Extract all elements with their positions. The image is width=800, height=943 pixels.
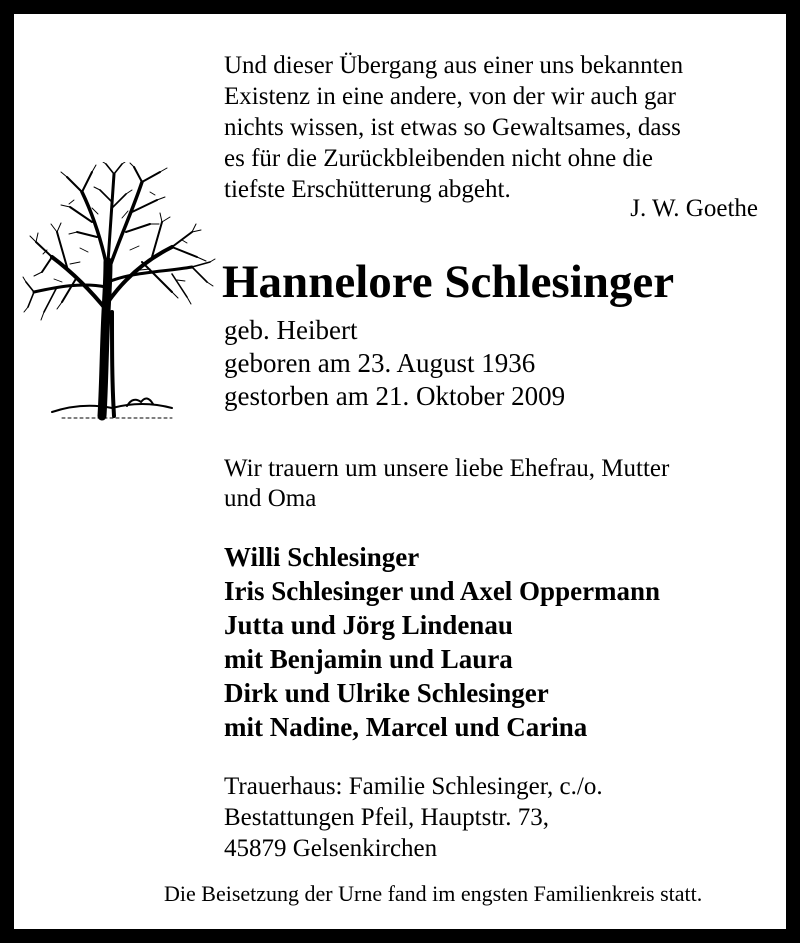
quote-author: J. W. Goethe: [630, 195, 758, 222]
address-line: 45879 Gelsenkirchen: [224, 835, 438, 862]
mourning-statement: [224, 454, 669, 514]
family-member: mit Benjamin und Laura: [224, 644, 513, 674]
mourning-house-address: [224, 771, 603, 864]
mourning-line: Wir trauern um unsere liebe Ehefrau, Mutter: [224, 455, 670, 482]
family-member: mit Nadine, Marcel und Carina: [224, 712, 588, 742]
death-date: gestorben am 21. Oktober 2009: [224, 381, 566, 411]
mourning-line: und Oma: [224, 485, 317, 512]
quote-line: nichts wissen, ist etwas so Gewaltsames, dass: [224, 114, 681, 141]
deceased-details: [224, 314, 565, 413]
address-line: Trauerhaus: Familie Schlesinger, c./o.: [224, 773, 603, 800]
family-member: Jutta und Jörg Lindenau: [224, 610, 513, 640]
family-list: [224, 540, 660, 744]
maiden-name: geb. Heibert: [224, 315, 358, 345]
birth-date: geboren am 23. August 1936: [224, 348, 536, 378]
quote-line: Und dieser Übergang aus einer uns bekannten: [224, 52, 684, 79]
family-member: Dirk und Ulrike Schlesinger: [224, 678, 549, 708]
obituary-notice: [14, 14, 786, 929]
burial-note: Die Beisetzung der Urne fand im engsten Familienkreis statt.: [164, 881, 703, 906]
address-line: Bestattungen Pfeil, Hauptstr. 73,: [224, 804, 549, 831]
goethe-quote: [224, 50, 764, 205]
family-member: Willi Schlesinger: [224, 542, 420, 572]
tree-icon: [22, 162, 218, 426]
family-member: Iris Schlesinger und Axel Oppermann: [224, 576, 661, 606]
quote-line: Existenz in eine andere, von der wir auch gar: [224, 83, 676, 110]
quote-line: es für die Zurückbleibenden nicht ohne die: [224, 145, 654, 172]
deceased-name: Hannelore Schlesinger: [222, 256, 675, 308]
quote-line: tiefste Erschütterung abgeht.: [224, 176, 511, 203]
